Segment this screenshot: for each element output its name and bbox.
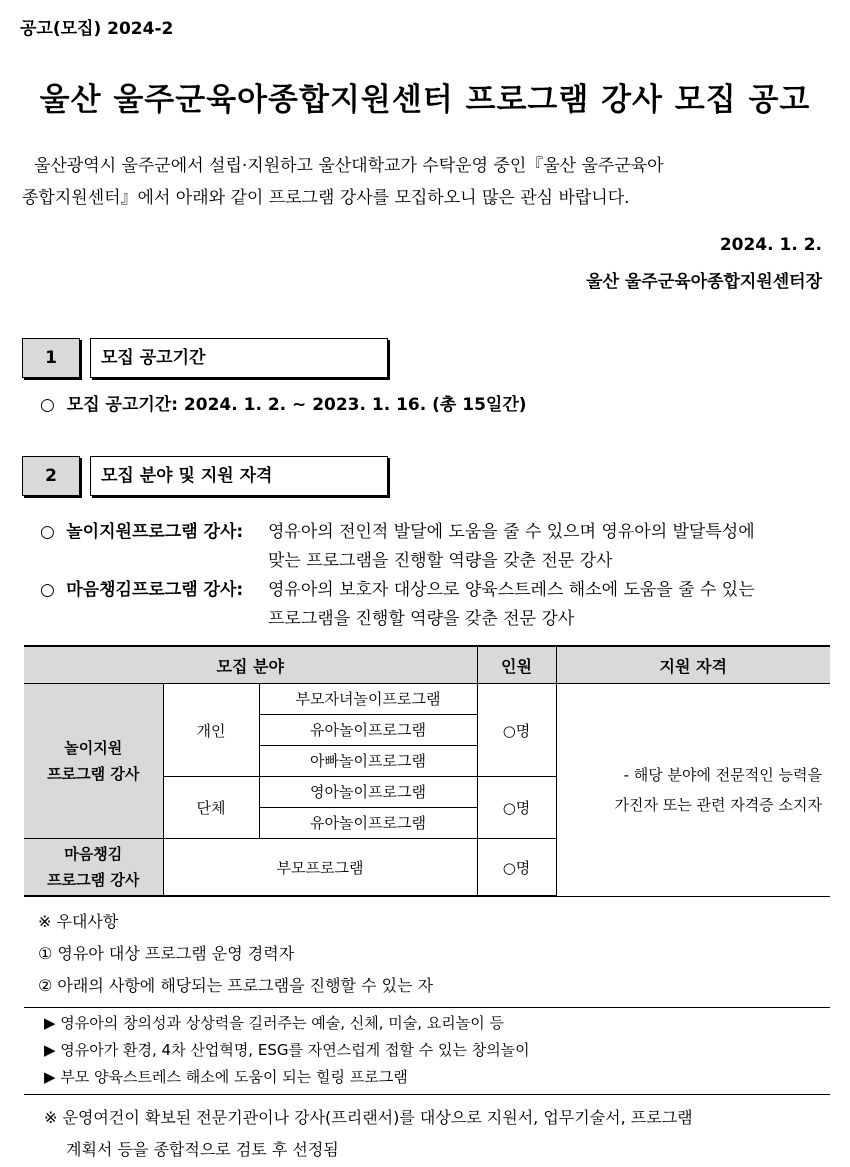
period-text: 모집 공고기간: 2024. 1. 2. ~ 2023. 1. 16. (총 15일간): [66, 395, 527, 415]
field-label: 놀이지원프로그램 강사:: [66, 522, 244, 542]
intro-line-1: 울산광역시 울주군에서 설립·지원하고 울산대학교가 수탁운영 중인『울산 울주군육아: [34, 156, 664, 176]
section-2-number: 2: [22, 456, 80, 496]
section-2-title: 모집 분야 및 지원 자격: [90, 456, 388, 496]
program-cell: 영아놀이프로그램: [259, 777, 477, 808]
divider: [24, 1007, 830, 1008]
count-cell: ○명: [477, 777, 556, 839]
preference-item: ① 영유아 대상 프로그램 운영 경력자: [38, 944, 295, 963]
group-label-line: 프로그램 강사: [47, 871, 140, 889]
divider: [24, 1094, 830, 1095]
program-cell: 부모자녀놀이프로그램: [259, 684, 477, 715]
section-1-number: 1: [22, 338, 80, 378]
field-desc-line: 맞는 프로그램을 진행할 역량을 갖춘 전문 강사: [268, 551, 613, 571]
circle-bullet: ○: [40, 522, 55, 542]
header-field: 모집 분야: [24, 646, 477, 684]
section-1-title: 모집 공고기간: [90, 338, 388, 378]
field-desc-line: 프로그램을 진행할 역량을 갖춘 전문 강사: [268, 609, 575, 629]
header-qualification: 지원 자격: [556, 646, 830, 684]
qualification-line: 가진자 또는 관련 자격증 소지자: [614, 795, 822, 814]
field-desc-line: 영유아의 보호자 대상으로 양육스트레스 해소에 도움을 줄 수 있는: [268, 580, 755, 600]
group-label-line: 놀이지원: [64, 739, 123, 757]
selection-note: [44, 1102, 693, 1166]
program-cell: 유아놀이프로그램: [259, 808, 477, 839]
type-individual: 개인: [163, 684, 259, 777]
count-cell: ○명: [477, 839, 556, 897]
preference-block: [38, 906, 433, 1002]
type-team: 단체: [163, 777, 259, 839]
intro-line-2: 종합지원센터』에서 아래와 같이 프로그램 강사를 모집하오니 많은 관심 바랍니다.: [22, 188, 630, 208]
group-label-line: 마음챙김: [64, 845, 123, 863]
intro-paragraph: [22, 150, 828, 214]
program-cell: 부모프로그램: [163, 839, 477, 897]
sub-item: ▶ 영유아가 환경, 4차 산업혁명, ESG를 자연스럽게 접할 수 있는 창의놀이: [44, 1041, 530, 1059]
qualification-line: - 해당 분야에 전문적인 능력을: [623, 765, 822, 784]
sub-item: ▶ 부모 양육스트레스 해소에 도움이 되는 힐링 프로그램: [44, 1068, 408, 1086]
group-label-line: 프로그램 강사: [47, 765, 140, 783]
section-1-period: [40, 390, 527, 415]
recruitment-table: [24, 645, 830, 897]
notice-number: 공고(모집) 2024-2: [20, 19, 174, 39]
field-desc-play: [268, 518, 755, 576]
circle-bullet: ○: [40, 395, 55, 415]
group-mind-instructor: [24, 839, 163, 897]
count-cell: ○명: [477, 684, 556, 777]
preference-item: ② 아래의 사항에 해당되는 프로그램을 진행할 수 있는 자: [38, 976, 434, 995]
field-desc-mind: [268, 576, 755, 634]
note-line: ※ 운영여건이 확보된 전문기관이나 강사(프리랜서)를 대상으로 지원서, 업무기술서, 프로그램: [44, 1108, 693, 1127]
program-cell: 아빠놀이프로그램: [259, 746, 477, 777]
field-item-mind: [40, 576, 243, 605]
preference-sub-list: [44, 1010, 530, 1091]
field-label: 마음챙김프로그램 강사:: [66, 580, 244, 600]
header-count: 인원: [477, 646, 556, 684]
page-title: 울산 울주군육아종합지원센터 프로그램 강사 모집 공고: [39, 82, 811, 118]
preference-title: ※ 우대사항: [38, 912, 119, 931]
field-item-play: [40, 518, 243, 547]
organization-head: 울산 울주군육아종합지원센터장: [586, 272, 822, 292]
program-cell: 유아놀이프로그램: [259, 715, 477, 746]
field-desc-line: 영유아의 전인적 발달에 도움을 줄 수 있으며 영유아의 발달특성에: [268, 522, 755, 542]
qualification-cell: [556, 684, 830, 897]
notice-date: 2024. 1. 2.: [719, 235, 822, 255]
circle-bullet: ○: [40, 580, 55, 600]
note-line: 계획서 등을 종합적으로 검토 후 선정됨: [66, 1140, 339, 1159]
sub-item: ▶ 영유아의 창의성과 상상력을 길러주는 예술, 신체, 미술, 요리놀이 등: [44, 1014, 504, 1032]
group-play-instructor: [24, 684, 163, 839]
